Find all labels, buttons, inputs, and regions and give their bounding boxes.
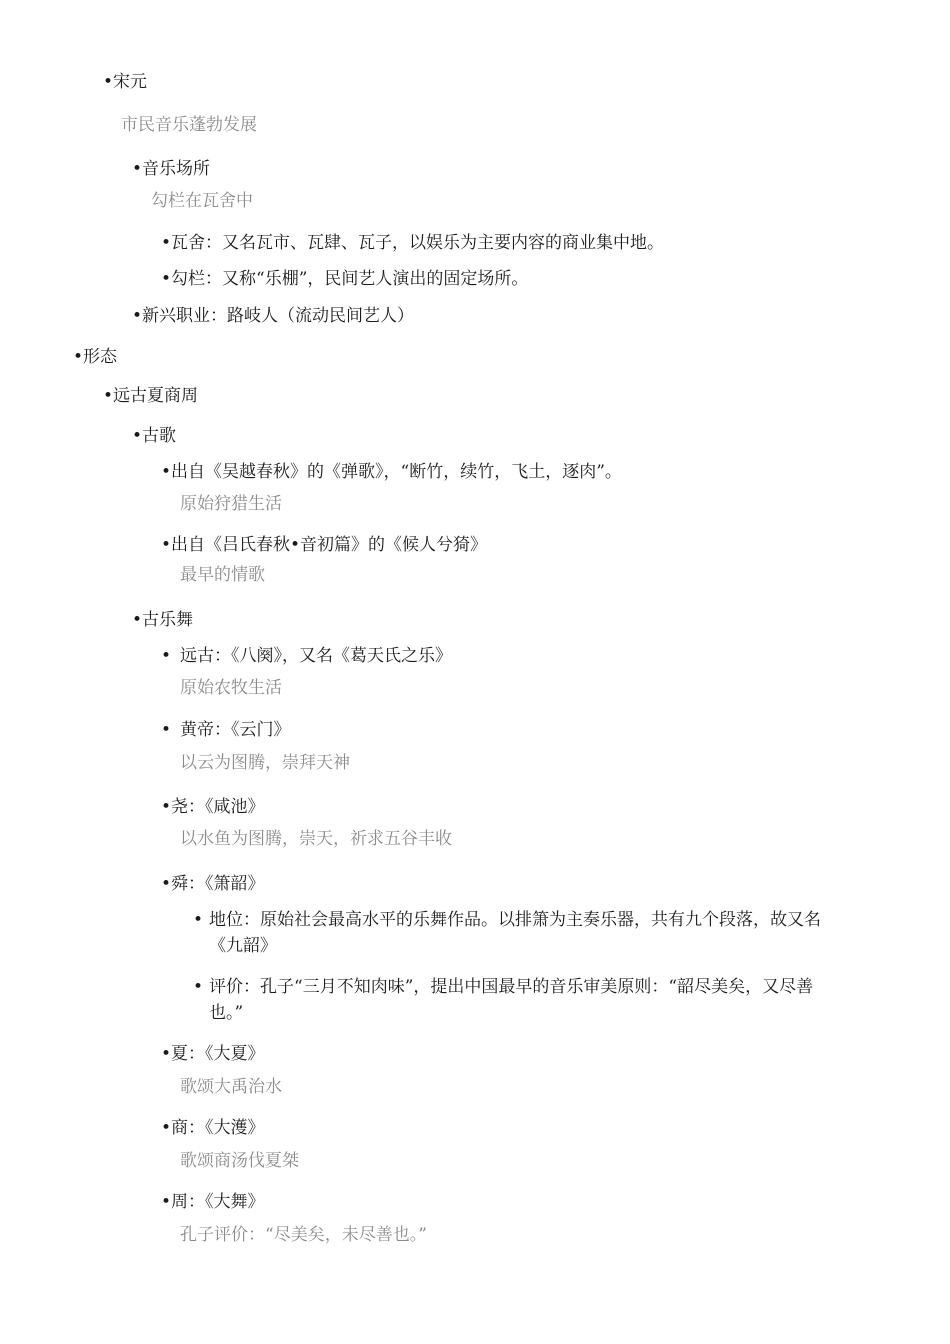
note-yunmen: 以云为图腾，崇拜天神	[180, 753, 350, 773]
note-dahu: 歌颂商汤伐夏桀	[180, 1151, 299, 1171]
note-bakuo: 原始农牧生活	[180, 678, 282, 698]
item-yunmen: 黄帝：《云门》	[180, 720, 291, 740]
item-guge: •古歌	[132, 426, 177, 446]
item-xiaoshao-position-line1: 地位：原始社会最高水平的乐舞作品。以排箫为主奏乐器，共有九个段落，故又名	[209, 910, 821, 930]
item-goulan: •勾栏：又称“乐棚”，民间艺人演出的固定场所。	[161, 269, 529, 289]
item-guyuewu: •古乐舞	[132, 610, 194, 630]
heading-yuangu-xiashangzhou: •远古夏商周	[103, 386, 199, 406]
item-daxia: •夏：《大夏》	[161, 1044, 265, 1064]
note-tange: 原始狩猎生活	[180, 494, 282, 514]
item-dahu: •商：《大濩》	[161, 1118, 265, 1138]
item-xiaoshao: •舜：《箫韶》	[161, 874, 265, 894]
bullet-yunmen: •	[161, 720, 172, 740]
item-bakuo: 远古：《八阕》，又名《葛天氏之乐》	[180, 646, 452, 666]
note-houren: 最早的情歌	[180, 565, 265, 585]
note-music-venue: 勾栏在瓦舍中	[151, 191, 253, 211]
item-tange: •出自《吴越春秋》的《弹歌》，“断竹，续竹，飞土，逐肉”。	[161, 462, 622, 482]
item-xiaoshao-position-line2: 《九韶》	[209, 936, 277, 956]
item-xiaoshao-evaluation-line2: 也。”	[209, 1003, 244, 1023]
heading-songyuan: •宋元	[103, 72, 148, 92]
note-xianchi: 以水鱼为图腾，崇天，祈求五谷丰收	[180, 829, 452, 849]
item-washe: •瓦舍：又名瓦市、瓦肆、瓦子，以娱乐为主要内容的商业集中地。	[161, 233, 665, 253]
heading-xingtai: •形态	[73, 347, 118, 367]
item-houren: •出自《吕氏春秋•音初篇》的《候人兮猗》	[161, 535, 488, 555]
item-dawu: •周：《大舞》	[161, 1192, 265, 1212]
bullet-bakuo: •	[161, 646, 172, 666]
note-daxia: 歌颂大禹治水	[180, 1077, 282, 1097]
item-xiaoshao-evaluation-line1: 评价：孔子“三月不知肉味”，提出中国最早的音乐审美原则：“韶尽美矣，又尽善	[209, 977, 814, 997]
note-dawu: 孔子评价：“尽美矣，未尽善也。”	[180, 1225, 427, 1245]
note-songyuan: 市民音乐蓬勃发展	[121, 115, 257, 135]
item-new-profession: •新兴职业：路岐人（流动民间艺人）	[132, 306, 415, 326]
bullet-xiaoshao-evaluation: •	[193, 977, 204, 997]
item-xianchi: •尧：《咸池》	[161, 797, 265, 817]
bullet-xiaoshao-position: •	[193, 910, 204, 930]
item-music-venue: •音乐场所	[132, 159, 211, 179]
